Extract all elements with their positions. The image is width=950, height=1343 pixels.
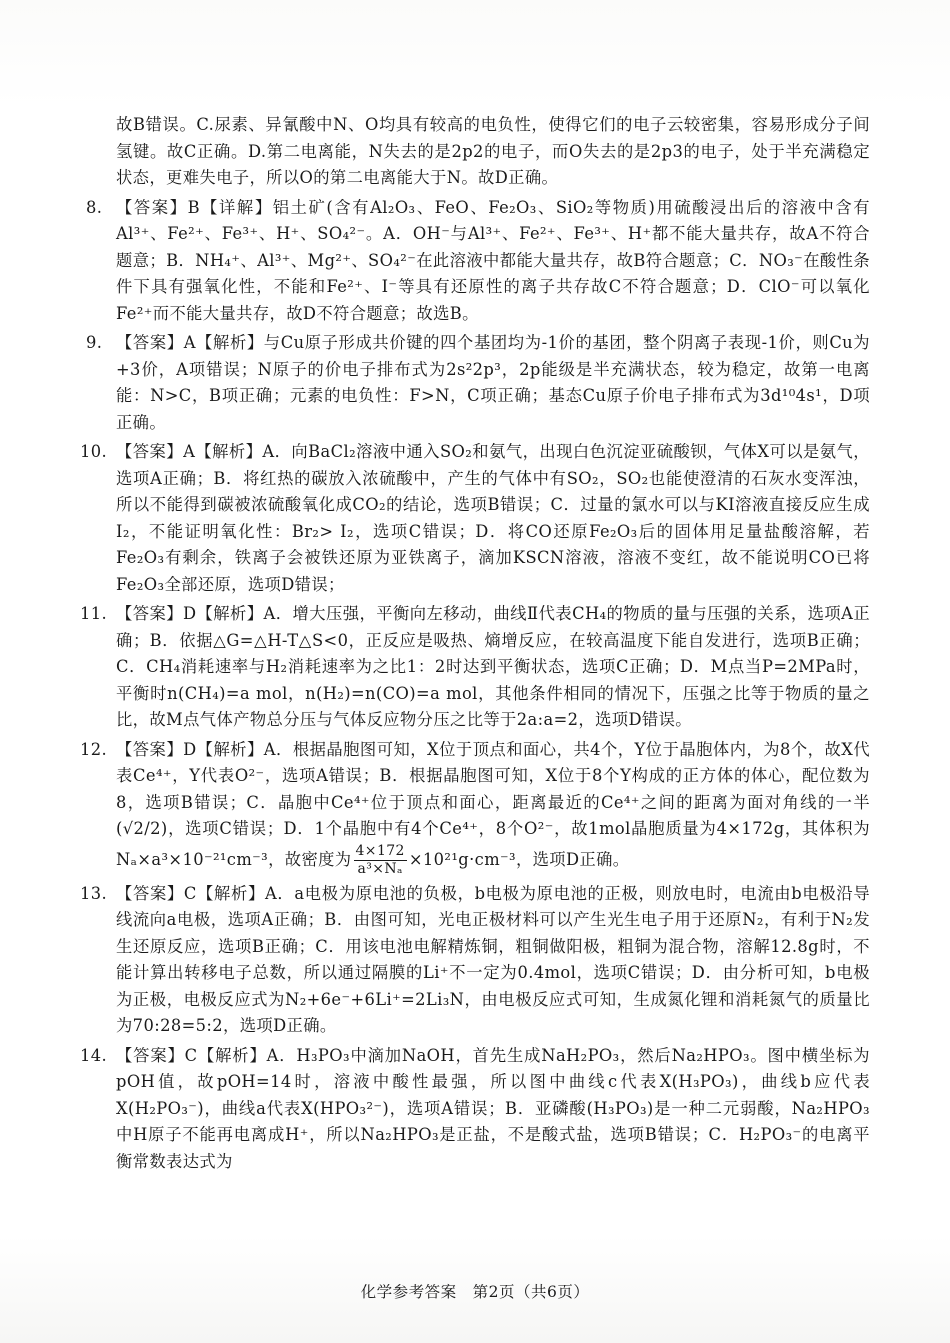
answer-text: 【答案】C【解析】A．a电极为原电池的负极，b电极为原电池的正极，则放电时，电流由b电极沿导线流向a电极，选项A正确；B．由图可知，光电正极材料可以产生光生电子用于还原N₂，有利于N₂发生还原反应，选项B正确；C．用该电池电解精炼铜，粗铜做阳极，粗铜为混合物，溶解12.8g时，不能计算出转移电子总数，所以通过隔膜的Li⁺不一定为0.4mol，选项C错误；D．由分析可知，b电极为正极，电极反应式为N₂+6e⁻+6Li⁺=2Li₃N，由电极反应式可知，生成氮化锂和消耗氮气的质量比为70:28=5:2，选项D正确。	[116, 883, 870, 1035]
question-number: 11.	[80, 604, 108, 623]
answer-item-10	[80, 439, 870, 598]
answer-item-13	[80, 881, 870, 1040]
answer-text: 【答案】B【详解】铝土矿(含有Al₂O₃、FeO、Fe₂O₃、SiO₂等物质)用硫酸浸出后的溶液中含有Al³⁺、Fe²⁺、Fe³⁺、H⁺、SO₄²⁻。A．OH⁻与Al³⁺、Fe²⁺、Fe³⁺、H⁺都不能大量共存，故A不符合题意；B．NH₄⁺、Al³⁺、Mg²⁺、SO₄²⁻在此溶液中都能大量共存，故B符合题意；C．NO₃⁻在酸性条件下具有强氧化性，不能和Fe²⁺、I⁻等具有还原性的离子共存故C不符合题意；D．ClO⁻可以氧化Fe²⁺而不能大量共存，故D不符合题意；故选B。	[116, 197, 870, 323]
fraction-numerator: 4×172	[355, 842, 405, 859]
density-fraction	[354, 843, 407, 878]
question-number: 12.	[80, 739, 108, 759]
answer-text: 【答案】A【解析】与Cu原子形成共价键的四个基团均为-1价的基团，整个阴离子表现-1价，则Cu为+3价，A项错误；N原子的价电子排布式为2s²2p³，2p能级是半充满状态，较为稳定，故第一电离能：N>C，B项正确；元素的电负性：F>N，C项正确；基态Cu原子价电子排布式为3d¹⁰4s¹，D项正确。	[116, 333, 870, 432]
answer-text-end: ×10²¹g·cm⁻³，选项D正确。	[408, 849, 630, 869]
paragraph-q7-continuation: 故B错误。C.尿素、异氰酸中N、O均具有较高的电负性，使得它们的电子云较密集，容易形成分子间氢键。故C正确。D.第二电离能，N失去的是2p2的电子，而O失去的是2p3的电子，处于半充满稳定状态，更难失电子，所以O的第二电离能大于N。故D正确。	[116, 115, 870, 187]
answer-text: 【答案】D【解析】A．增大压强，平衡向左移动，曲线Ⅱ代表CH₄的物质的量与压强的关系，选项A正确；B．依据△G=△H-T△S<0，正反应是吸热、熵增反应，在较高温度下能自发进行，选项B正确；C．CH₄消耗速率与H₂消耗速率为之比1：2时达到平衡状态，选项C正确；D．M点当P=2MPa时，平衡时n(CH₄)=a mol，n(H₂)=n(CO)=a mol，其他条件相同的情况下，压强之比等于物质的量之比，故M点气体产物总分压与气体反应物分压之比等于2a:a=2，选项D错误。	[116, 604, 870, 729]
answer-item-9	[86, 330, 870, 436]
answer-item-14	[80, 1043, 870, 1176]
answer-item-11	[80, 601, 870, 734]
answer-text: 【答案】A【解析】A．向BaCl₂溶液中通入SO₂和氨气，出现白色沉淀亚硫酸钡，气体X可以是氨气，选项A正确；B．将红热的碳放入浓硫酸中，产生的气体中有SO₂，SO₂也能使澄清的石灰水变浑浊，所以不能得到碳被浓硫酸氧化成CO₂的结论，选项B错误；C．过量的氯水可以与KI溶液直接反应生成I₂，不能证明氧化性：Br₂> I₂，选项C错误；D．将CO还原Fe₂O₃后的固体用足量盐酸溶解，若Fe₂O₃有剩余，铁离子会被铁还原为亚铁离子，滴加KSCN溶液，溶液不变红，故不能说明CO已将Fe₂O₃全部还原，选项D错误；	[116, 442, 870, 594]
answer-text: 【答案】C【解析】A．H₃PO₃中滴加NaOH，首先生成NaH₂PO₃，然后Na₂HPO₃。图中横坐标为pOH值，故pOH=14时，溶液中酸性最强，所以图中曲线c代表X(H₃PO₃)，曲线b应代表X(H₂PO₃⁻)，曲线a代表X(HPO₃²⁻)，选项A错误；B．亚磷酸(H₃PO₃)是一种二元弱酸，Na₂HPO₃中H原子不能再电离成H⁺，所以Na₂HPO₃是正盐，不是酸式盐，选项B错误；C．H₂PO₃⁻的电离平衡常数表达式为	[116, 1045, 870, 1171]
answer-item-8	[86, 195, 870, 328]
page-footer: 化学参考答案 第2页（共6页）	[360, 1283, 590, 1301]
fraction-denominator: a³×Nₐ	[357, 860, 403, 877]
answer-text: 【答案】D【解析】A．根据晶胞图可知，X位于顶点和面心，共4个，Y位于晶胞体内，为8个，故X代表Ce⁴⁺，Y代表O²⁻，选项A错误；B．根据晶胞图可知，X位于8个Y构成的正方体的体心，配位数为8，选项B错误；C．晶胞中Ce⁴⁺位于顶点和面心，距离最近的Ce⁴⁺之间的距离为面对角线的一半(√2/2)，选项C错误；D．1个晶胞中有4个Ce⁴⁺，8个O²⁻，故1mol晶胞质量为4×172g，其体积为Nₐ×a³×10⁻²¹cm⁻³，故密度为	[116, 739, 870, 869]
question-number: 13.	[80, 883, 108, 903]
question-number: 10.	[80, 442, 108, 461]
answer-item-12	[80, 737, 870, 878]
question-number: 8.	[86, 197, 103, 217]
question-number: 14.	[80, 1045, 108, 1065]
question-number: 9.	[86, 333, 103, 352]
